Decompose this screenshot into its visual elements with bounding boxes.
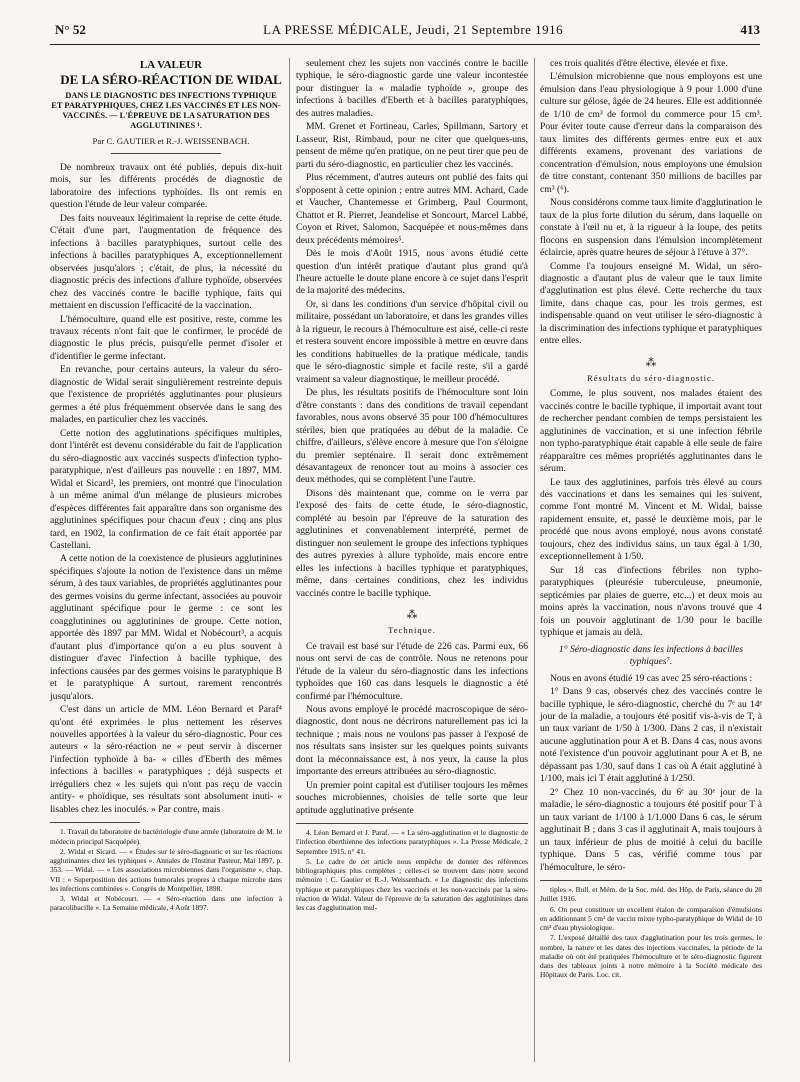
column-1 xyxy=(50,58,282,914)
column-3-body xyxy=(540,58,762,348)
journal-title: LA PRESSE MÉDICALE, Jeudi, 21 Septembre 1916 xyxy=(263,22,564,37)
column-3 xyxy=(540,58,762,981)
paragraph: Comme, le plus souvent, nos malades étaient des vaccinés contre le bacille typhique, il importait avant tout de rechercher pendant combien de temps persistaient les agglutinines de vaccination, et si une infection fébrile non typho-paratyphique était capable à elle seule de faire réapparaître ces mêmes propriétés agglutinantes dans le sérum. xyxy=(540,388,762,475)
section-separator: ⁂ xyxy=(645,356,657,369)
paragraph: Plus récemment, d'autres auteurs ont publié des faits qui s'opposent à cette opinion ; entre autres MM. Achard, Cade et Vaucher, Chantemesse et Grimberg, Paul Courmont, Chattot et R. Pierret, Jeandelise et Soncourt, Marcel Labbé, Coyon et Rivet, Salomon, Sacquépée et nous-mêmes dans deux précédents mémoires⁵. xyxy=(296,172,528,246)
subsection-title: 1° Séro-diagnostic dans les infections à bacilles typhiques⁷. xyxy=(558,643,744,668)
paragraph: 2° Chez 10 non-vaccinés, du 6ᵉ au 30ᵉ jour de la maladie, le séro-diagnostic a toujours été positif pour T à un taux variant de 1/100 à 1/1.000 Dans 6 cas, le sérum agglutinait B ; dans 3 cas il agglutinait A, mais toujours à un taux inférieur de plus de moitié à celui du bacille typhique. Dans 5 cas, vérifié comme tous par l'hémoculture, le séro- xyxy=(540,786,762,873)
section-title-results: Résultats du séro-diagnostic. xyxy=(586,373,716,384)
paragraph: Cette notion des agglutinations spécifiques multiples, dont l'intérêt est devenu considérable du fait de l'application du séro-diagnostic aux vaccinés suspects d'infection typho-paratyphique, n'est d'ailleurs pas nouvelle : en 1897, MM. Widal et Sicard², les premiers, ont montré que l'inoculation à un même animal d'un mélange de plusieurs microbes d'espèces différentes fait apparaître dans son organisme des agglutinines spécifiques pour chacun d'eux ; cinq ans plus tard, en 1902, la confirmation de ce fait était apportée par Castellani. xyxy=(50,427,282,551)
column-3-body-cases xyxy=(540,673,762,875)
paragraph: A cette notion de la coexistence de plusieurs agglutinines spécifiques s'ajoute la notion de l'existence dans un même sérum, à des taux variables, de propriétés agglutinantes pour des germes voisins du germe infectant, associées au pouvoir agglutinant spécifique pour le germe : ce sont les coagglutinines ou agglutinines de groupe. Cette notion, apportée dès 1897 par MM. Widal et Nobécourt³, a acquis d'autant plus d'importance qu'on a eu plus souvent à distinguer d'avec l'infection à bacille typhique, des infections causées par des germes voisins le paratyphique B et le paratyphique A surtout, rarement rencontrés jusqu'alors. xyxy=(50,553,282,702)
article-subtitle: DANS LE DIAGNOSTIC DES INFECTIONS TYPHIQUE ET PARATYPHIQUES, CHEZ LES VACCINÉS ET LES NON-VACCINÉS. — L'ÉPREUVE DE LA SATURATION DES AGGLUTININES ¹. xyxy=(51,91,281,131)
footnote-rule xyxy=(296,823,528,824)
column-3-footnotes xyxy=(540,885,762,980)
paragraph: Nous considérons comme taux limite d'agglutination le taux de la plus forte dilution du sérum, dans laquelle on constate à l'œil nu et, à la rigueur à la loupe, des petits flocons en suspension dans l'émulsion incomplètement éclaircie, après quatre heures de séjour à l'étuve à 37°. xyxy=(540,197,762,259)
article-title-small: LA VALEUR xyxy=(139,59,203,71)
column-2 xyxy=(296,58,528,913)
header-rule xyxy=(50,44,760,45)
column-divider xyxy=(534,58,535,1062)
column-2-body-technique xyxy=(296,641,528,818)
paragraph: Nous en avons étudié 19 cas avec 25 séro-réactions : xyxy=(550,672,753,684)
article-authors: Par C. GAUTIER et R.-J. WEISSENBACH. xyxy=(92,135,250,146)
column-2-footnotes xyxy=(296,828,528,912)
page-header xyxy=(55,22,760,42)
paragraph: seulement chez les sujets non vaccinés contre le bacille typhique, le séro-diagnostic garde une valeur incontestée pour distinguer la « maladie typhoïde », groupe des infections à bacilles d'Eberth et à bacilles paratyphiques, des autres maladies. xyxy=(296,58,528,119)
column-3-body-results xyxy=(540,388,762,639)
footnote: 1. Travail du laboratoire de bactériologie d'une armée (laboratoire de M. le médecin principal Sacquépée). xyxy=(50,827,282,846)
footnote: 4. Léon Bernard et J. Paraf. — « La séro-agglutination et le diagnostic de l'infection éberthienne des infections paratyphiques ». La Presse Médicale, 2 Septembre 1915, n° 41. xyxy=(296,828,528,856)
column-2-body xyxy=(296,58,528,600)
paragraph: De plus, les résultats positifs de l'hémoculture sont loin d'être constants : dans des conditions de travail cependant favorables, nous avons observé 35 pour 100 d'hémocultures stériles, bien que pratiquées au début de la maladie. Ce chiffre, d'ailleurs, s'élève encore à mesure que l'on s'éloigne du premier septénaire. Il serait donc extrêmement désavantageux de renoncer tout au moins à associer ces deux méthodes, qui se complètent l'une l'autre. xyxy=(296,387,528,486)
footnote: 7. L'exposé détaillé des taux d'agglutination pour les trois germes, le nombre, la nature et les dates des injections vaccinales, la période de la maladie où ont été pratiquées l'hémoculture et le séro-diagnostic figurent dans des tableaux joints à notre mémoire à la Société médicale des Hôpitaux de Paris. Loc. cit. xyxy=(540,933,762,980)
paragraph: ces trois qualités d'être élective, élevée et fixe. xyxy=(550,58,728,69)
article-title: DE LA SÉRO-RÉACTION DE WIDAL xyxy=(60,72,282,88)
column-1-footnotes xyxy=(50,827,282,912)
column-divider xyxy=(289,58,290,1062)
title-divider xyxy=(111,153,221,154)
footnote: 6. On peut constituer un excellent étalon de comparaison d'émulsions en additionnant 5 cm³ de vaccin mixte typho-paratyphique de Widal de 10 cm³ d'eau physiologique. xyxy=(540,904,762,933)
paragraph: 1° Dans 9 cas, observés chez des vaccinés contre le bacille typhique, le séro-diagnostic, cherché du 7ᵉ au 14ᵉ jour de la maladie, a toujours été positif vis-à-vis de T, à un taux variant de 1/50 à 1/300. Dans 2 cas, il n'existait aucune agglutination pour A et B. Dans 4 cas, nous avons noté l'existence d'un pouvoir agglutinant pour A et B, ne dépassant pas 1/30, sauf dans 1 cas où A était agglutiné à 1/100, mais ici T était agglutiné à 1/250. xyxy=(540,686,762,785)
paragraph: Disons dès maintenant que, comme on le verra par l'exposé des faits de cette étude, le séro-diagnostic, complété au besoin par l'épreuve de la saturation des agglutinines et convenablement interprété, permet de distinguer non seulement le groupe des infections typhiques des autres pyrexies à allure typhoïde, mais encore entre elles les infections à bacilles typhique et paratyphiques, même, dans certaines conditions, chez les individus vaccinés contre le bacille typhique. xyxy=(296,487,528,599)
footnote: tiples ». Bull. et Mém. de la Soc. méd. des Hôp. de Paris, séance du 28 Juillet 1916. xyxy=(540,885,762,904)
paragraph: Le taux des agglutinines, parfois très élevé au cours des vaccinations et dans les semaines qui les suivent, comme l'ont montré M. Vincent et M. Widal, baisse rapidement ensuite, et, passé le deuxième mois, par le procédé que nous avons employé, nous avons constaté toujours, chez des individus sains, un taux égal à 1/30, exceptionnellement à 1/50. xyxy=(540,476,762,563)
column-1-body xyxy=(50,162,282,816)
paragraph: Nous avons employé le procédé macroscopique de séro-diagnostic, dont nous ne décrirons naturellement pas ici la technique ; mais nous ne voulons pas passer à l'exposé de nos résultats sans insister sur les quelques points suivants dont la méconnaissance est, à nos yeux, la cause la plus importante des erreurs attribuées au séro-diagnostic. xyxy=(296,703,528,778)
paragraph: De nombreux travaux ont été publiés, depuis dix-huit mois, sur les différents procédés de diagnostic de laboratoire des infections typhoïdes. Ils ont remis en question l'étude de leur valeur comparée. xyxy=(50,161,282,211)
paragraph: MM. Grenet et Fortineau, Carles, Spillmann, Sartory et Lasseur, Rist, Rimbaud, pour ne citer que quelques-uns, pensent de même qu'en pratique, on ne peut tirer que peu de parti du séro-diagnostic, en particulier chez les vaccinés. xyxy=(296,121,528,170)
section-title-technique: Technique. xyxy=(388,625,436,636)
paragraph: C'est dans un article de MM. Léon Bernard et Paraf⁴ qu'ont été exprimées le plus nettement les réserves nouvelles apportées à la valeur du séro-diagnostic. Pour ces auteurs « la séro-réaction ne « peut servir à discerner l'infection typhoïde à ba- « cilles d'Eberth des mêmes infections à bacilles « paratyphiques ; déjà suspects et irréguliers chez « les sujets qui n'ont pas reçu de vaccin antity- « phoïdique, ses résultats sont absolument inuti- « lisables chez les inoculés. » Par contre, mais xyxy=(50,704,282,815)
paragraph: En revanche, pour certains auteurs, la valeur du séro-diagnostic de Widal serait singulièrement restreinte depuis que l'existence de propriétés agglutinantes pour plusieurs germes a été plus fréquemment observée dans le sang des malades, en particulier chez les vaccinés. xyxy=(50,364,282,426)
footnote: 3. Widal et Nobécourt. — « Séro-réaction dans une infection à paracolibacille ». La Semaine médicale, 4 Août 1897. xyxy=(50,894,282,913)
paragraph: Or, si dans les conditions d'un service d'hôpital civil ou militaire, possédant un laboratoire, et dans les grandes villes à la rigueur, le recours à l'hémoculture est aisé, celle-ci reste et restera souvent encore impossible à mettre en œuvre dans les conditions habituelles de la pratique médicale, tandis que le séro-diagnostic simple et facile reste, s'il a gardé vraiment sa valeur diagnostique, le meilleur procédé. xyxy=(296,298,528,385)
paragraph: Des faits nouveaux légitimaient la reprise de cette étude. C'était d'une part, l'augmentation de fréquence des infections à bacilles paratyphiques, surtout celle des infections à bacilles paratyphiques A, exceptionnellement observées jusqu'alors ; c'était, de plus, la nécessité du diagnostic précis des infections d'allure typhoïde, observées chez des vaccinés contre le bacille typhique, faits qui mettaient en discussion l'efficacité de la vaccination. xyxy=(50,212,282,312)
paragraph: Ce travail est basé sur l'étude de 226 cas. Parmi eux, 66 nous ont servi de cas de contrôle. Nous ne retenons pour l'étude de la valeur du séro-diagnostic dans les infections typhoïdes que 160 cas dans lesquels le diagnostic a été confirmé par l'hémoculture. xyxy=(296,640,528,702)
section-separator: ⁂ xyxy=(406,609,418,622)
footnote-rule xyxy=(50,822,140,823)
paragraph: L'hémoculture, quand elle est positive, reste, comme les travaux récents n'ont fait que le confirmer, le procédé de diagnostic le plus précis, puisqu'elle permet d'isoler et d'identifier le germe infectant. xyxy=(50,313,282,362)
paragraph: L'émulsion microbienne que nous employons est une émulsion dans l'eau physiologique à 9 pour 1.000 d'une culture sur gélose, âgée de 24 heures. Elle est additionnée de 1/10 de cm³ de formol du commerce pour 15 cm³. Pour éviter toute cause d'erreur dans la comparaison des taux limites des différents germes entre eux et aux différents examens, provenant des variations de concentration d'émulsion, nous employons une émulsion de titre constant, contenant 350 millions de bacilles par cm³ (⁶). xyxy=(540,71,762,195)
issue-number: N° 52 xyxy=(55,22,86,37)
paragraph: Sur 18 cas d'infections fébriles non typho-paratyphiques (pleurésie tuberculeuse, pneumonie, septicémies par plaies de guerre, etc...) et deux mois au moins après la vaccination, nous n'avons trouvé que 4 fois un pouvoir agglutinant de 1/30 pour le bacille typhique et jamais au delà. xyxy=(540,564,762,639)
footnote: 2. Widal et Sicard. — « Études sur le séro-diagnostic et sur les réactions agglutinantes chez les typhiques ». Annales de l'Institut Pasteur, Mai 1897, p. 353. — Widal. — « Les associations microbiennes dans l'organisme », chap. VII : « Superposition des actions humorales propres à chaque microbe dans les infections combinées ». Congrès de Montpellier, 1898. xyxy=(50,846,282,893)
paragraph: Comme l'a toujours enseigné M. Widal, un séro-diagnostic a d'autant plus de valeur que le taux limite d'agglutination est plus élevé. Cette recherche du taux limite, dans chaque cas, pour les trois germes, est indispensable quand on veut utiliser le séro-diagnostic à la discrimination des infections typhique et paratyphiques entre elles. xyxy=(540,260,762,347)
footnote: 5. Le cadre de cet article nous empêche de donner des références bibliographiques plus complètes ; celles-ci se trouvent dans notre second mémoire : C. Gautier et R.-J. Weissenbach. « Le diagnostic des infections typhique et paratyphiques chez les vaccinés et les non-vaccinés par la séro-réaction de Widal. Valeur de l'épreuve de la saturation des agglutinines dans les cas d'agglutination mul- xyxy=(296,856,528,913)
paragraph: Un premier point capital est d'utiliser toujours les mêmes souches microbiennes, choisies de telle sorte que leur aptitude agglutinative présente xyxy=(296,779,528,816)
page-number: 413 xyxy=(740,22,760,37)
paragraph: Dès le mois d'Août 1915, nous avons étudié cette question d'un intérêt pratique d'autant plus grand qu'à l'heure actuelle le doute plane encore à ce sujet dans l'esprit de la majorité des médecins. xyxy=(296,248,528,297)
footnote-rule xyxy=(540,880,762,881)
